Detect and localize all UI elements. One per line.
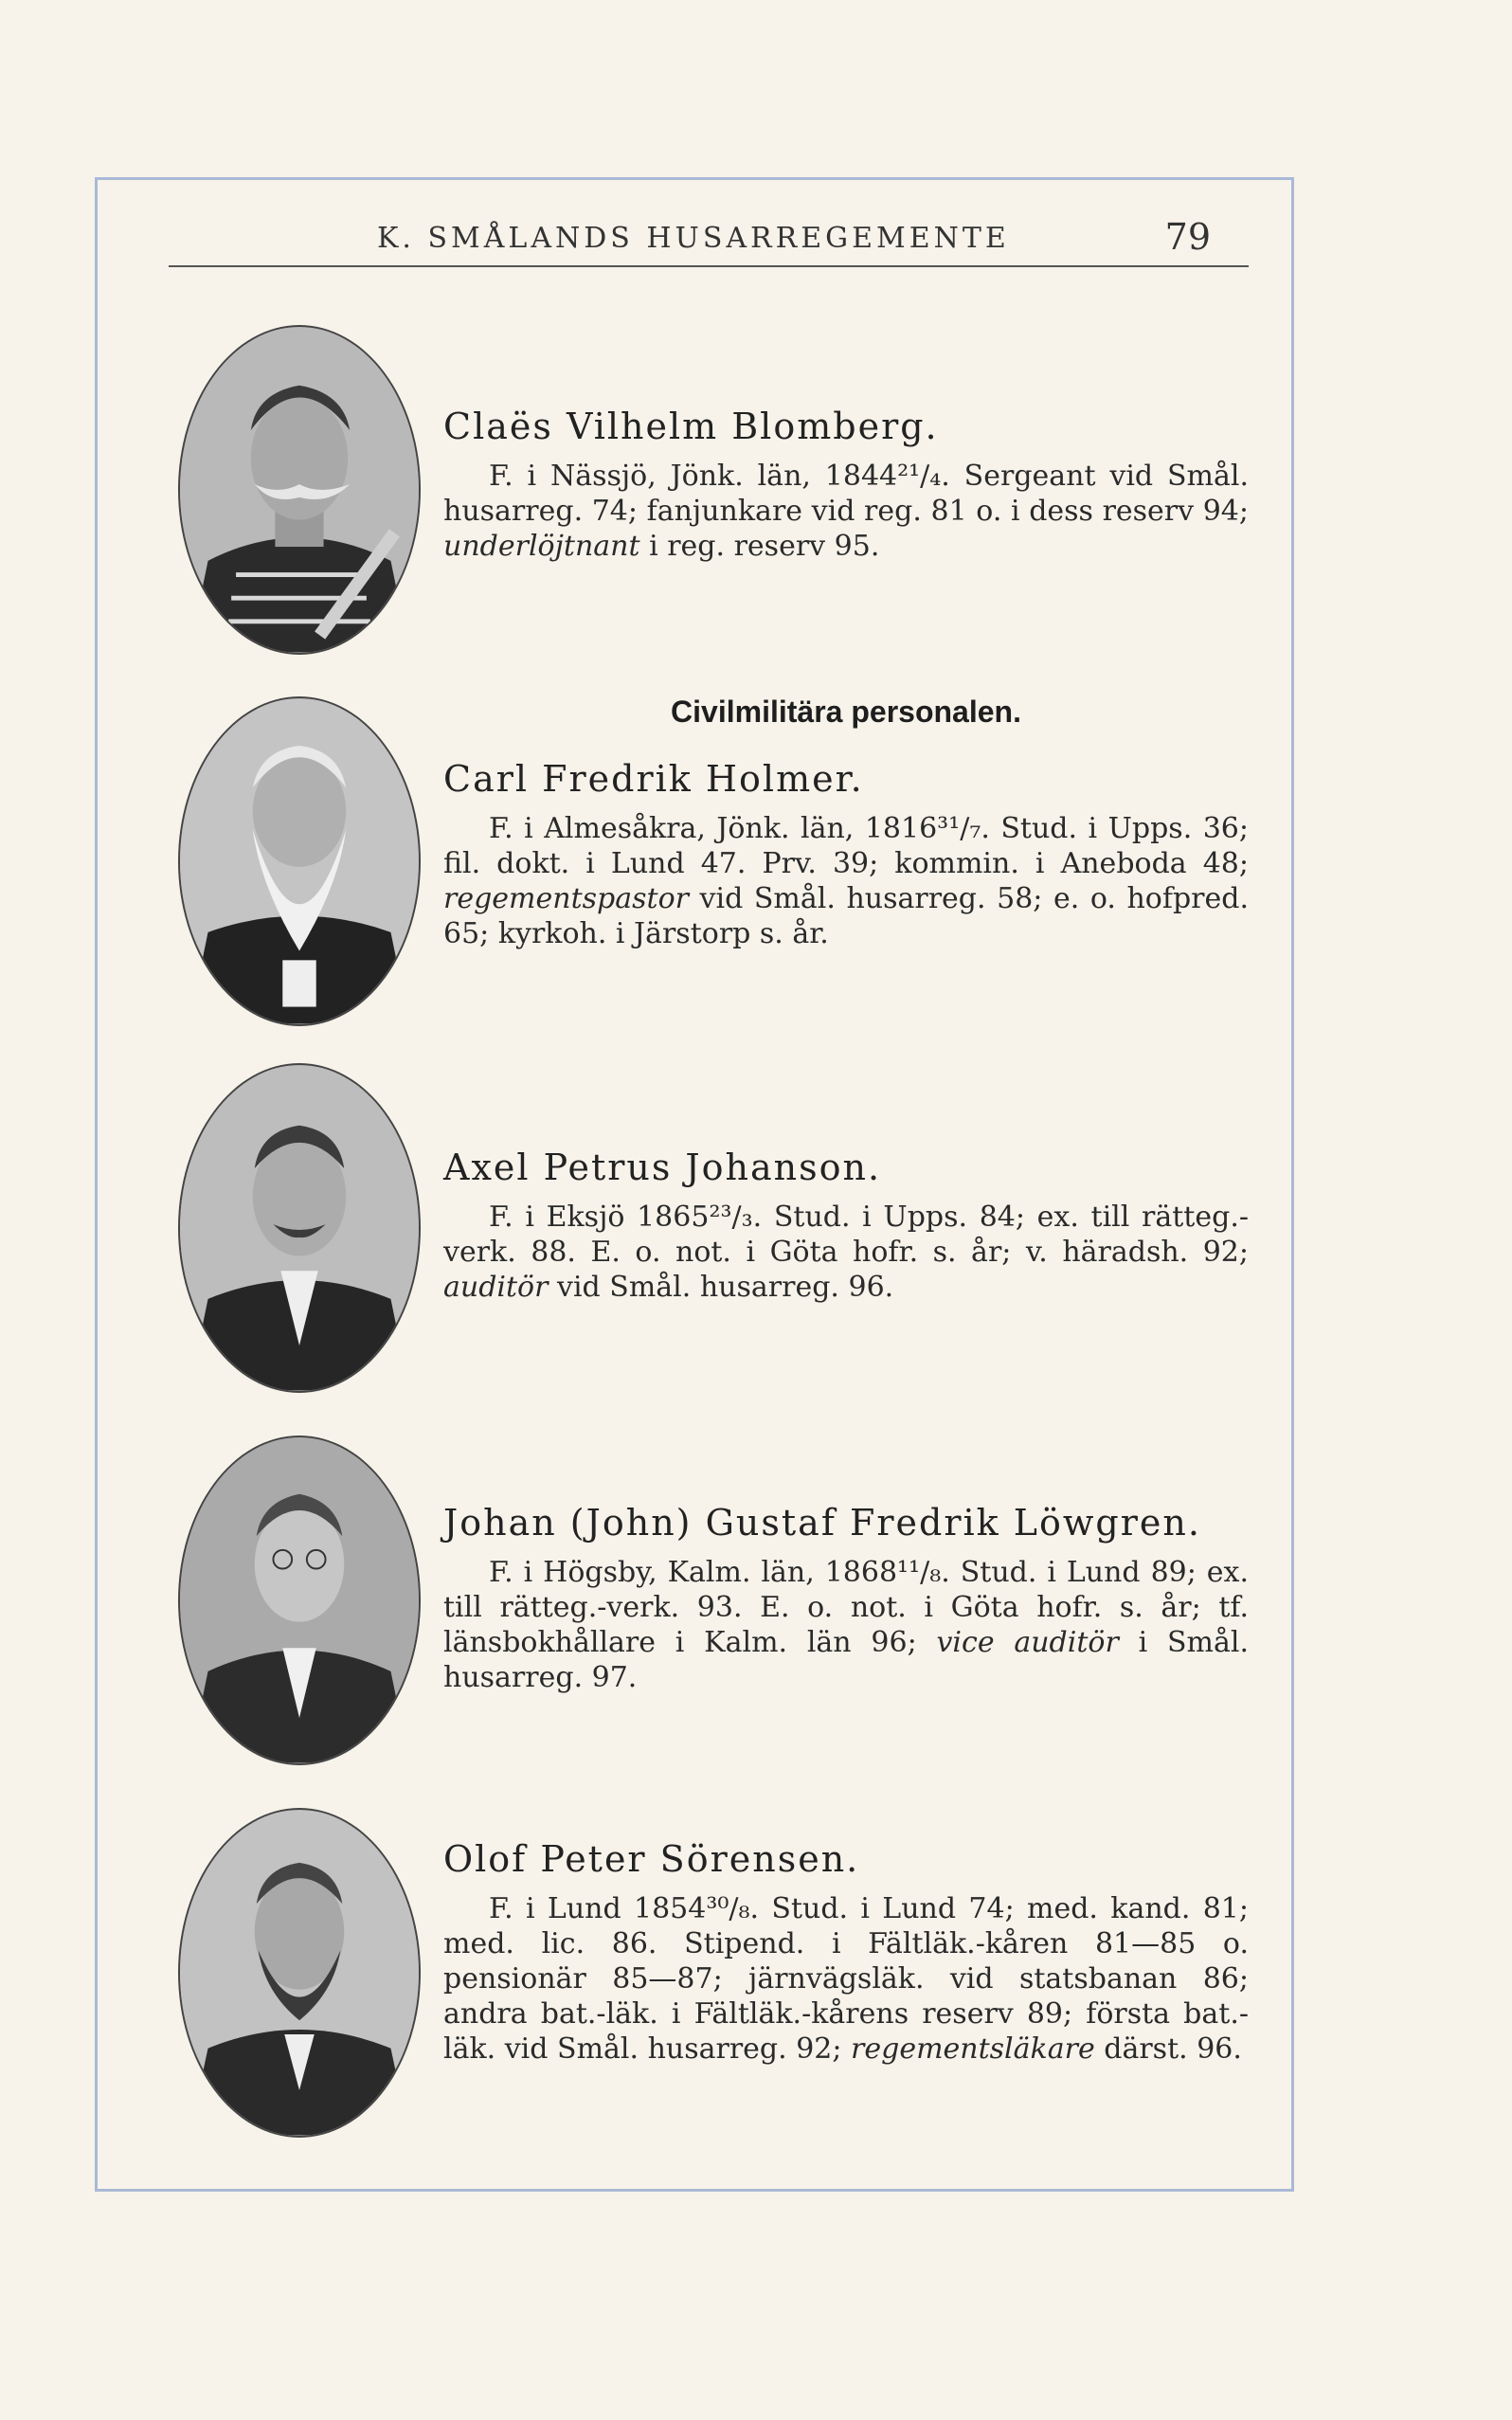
entry-bio — [443, 1891, 1249, 2067]
bio-italic-run: underlöjtnant — [443, 530, 640, 563]
portrait-blomberg — [178, 325, 421, 655]
portrait-holmer — [178, 696, 421, 1026]
bio-text-run: F. i Eksjö 1865²³/₃. Stud. i Upps. 84; ex. till rätteg.-verk. 88. E. o. not. i Göta hofr. s. år; v. häradsh. 92; — [443, 1201, 1249, 1269]
entry-sorensen — [443, 1838, 1249, 2067]
bio-text-run: därst. 96. — [1094, 2032, 1242, 2066]
entry-name: Carl Fredrik Holmer. — [443, 758, 864, 800]
portrait-sorensen — [178, 1808, 421, 2138]
entry-name: Olof Peter Sörensen. — [443, 1838, 860, 1880]
entry-name: Axel Petrus Johanson. — [443, 1147, 882, 1188]
entry-holmer — [443, 758, 1249, 951]
entry-bio — [443, 811, 1249, 951]
entry-bio — [443, 1200, 1249, 1305]
running-title: K. SMÅLANDS HUSARREGEMENTE — [377, 222, 1010, 255]
portrait-lowgren — [178, 1436, 421, 1765]
portrait-holmer-image — [180, 698, 419, 1024]
running-header — [169, 208, 1249, 267]
portrait-sorensen-image — [180, 1810, 419, 2136]
bio-text-run: F. i Högsby, Kalm. län, 1868¹¹/₈. Stud. i Lund 89; ex. till rätteg.-verk. 93. E. o. not. i Göta hofr. s. år; tf. länsbokhållare i Kalm. län 96; — [443, 1556, 1249, 1659]
bio-text-run: vid Smål. husarreg. 96. — [548, 1271, 894, 1304]
bio-text-run: vid Smål. husarreg. 58; e. o. hofpred. 65; kyrkoh. i Järstorp s. år. — [443, 882, 1249, 950]
page-number: 79 — [1164, 216, 1211, 258]
bio-text-run: F. i Nässjö, Jönk. län, 1844²¹/₄. Sergeant vid Smål. husarreg. 74; fanjunkare vid reg. 81 o. i dess reserv 94; — [443, 460, 1249, 528]
bio-italic-run: vice auditör — [936, 1626, 1119, 1659]
entry-name: Johan (John) Gustaf Fredrik Löwgren. — [443, 1502, 1201, 1544]
bio-text-run: i Smål. husarreg. 97. — [443, 1626, 1249, 1694]
entry-bio — [443, 1555, 1249, 1695]
entry-blomberg — [443, 406, 1249, 564]
portrait-blomberg-image — [180, 327, 419, 653]
portrait-johanson-image — [180, 1065, 419, 1391]
portrait-johanson — [178, 1063, 421, 1393]
entry-bio — [443, 459, 1249, 564]
entry-name: Claës Vilhelm Blomberg. — [443, 406, 939, 447]
entry-johanson — [443, 1147, 1249, 1305]
section-heading: Civilmilitära personalen. — [671, 695, 1021, 729]
bio-italic-run: regementspastor — [443, 882, 689, 915]
bio-text-run: F. i Almesåkra, Jönk. län, 1816³¹/₇. Stud. i Upps. 36; fil. dokt. i Lund 47. Prv. 39; kommin. i Aneboda 48; — [443, 812, 1249, 880]
bio-italic-run: regementsläkare — [851, 2032, 1095, 2066]
bio-italic-run: auditör — [443, 1271, 549, 1304]
bio-text-run: i reg. reserv 95. — [639, 530, 880, 563]
entry-lowgren — [443, 1502, 1249, 1695]
bio-text-run: F. i Lund 1854³⁰/₈. Stud. i Lund 74; med. kand. 81; med. lic. 86. Stipend. i Fältläk.-kåren 81—85 o. pensionär 85—87; järnvägsläk. vid statsbanan 86; andra bat.-läk. i Fältläk.-kårens reserv 89; första bat.-läk. vid Smål. husarreg. 92; — [443, 1892, 1249, 2066]
portrait-lowgren-image — [180, 1437, 419, 1763]
